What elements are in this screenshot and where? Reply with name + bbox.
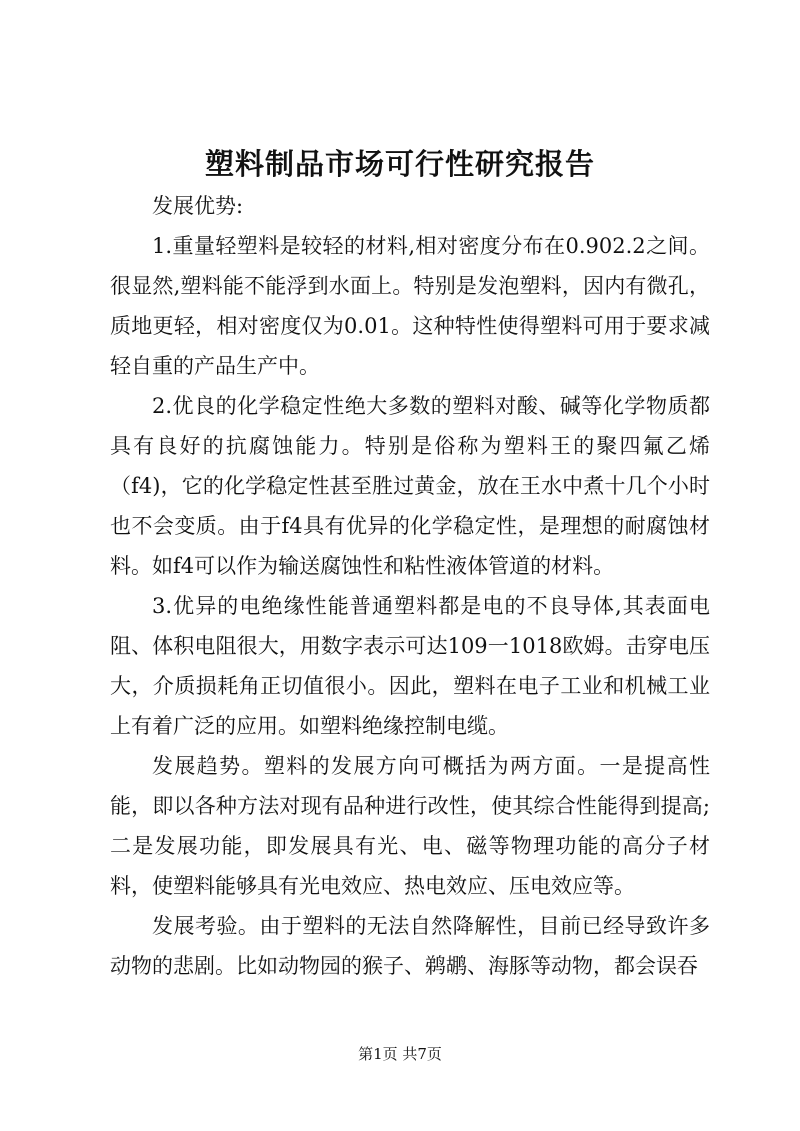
document-body [110,186,710,986]
paragraph-development-challenge: 发展考验。由于塑料的无法自然降解性，目前已经导致许多动物的悲剧。比如动物园的猴子、鹈鹕、海豚等动物，都会误吞 [110,914,710,978]
paragraph-advantages-heading: 发展优势: [152,194,244,218]
paragraph-chemical-stability: 2.优良的化学稳定性绝大多数的塑料对酸、碱等化学物质都具有良好的抗腐蚀能力。特别是俗称为塑料王的聚四氟乙烯（f4)，它的化学稳定性甚至胜过黄金，放在王水中煮十几个小时也不会变质。由于f4具有优异的化学稳定性，是理想的耐腐蚀材料。如f4可以作为输送腐蚀性和粘性液体管道的材料。 [110,394,710,578]
paragraph-development-trend: 发展趋势。塑料的发展方向可概括为两方面。一是提高性能，即以各种方法对现有品种进行改性，使其综合性能得到提高;二是发展功能，即发展具有光、电、磁等物理功能的高分子材料，使塑料能够具有光电效应、热电效应、压电效应等。 [110,754,710,898]
paragraph-electrical-insulation: 3.优异的电绝缘性能普通塑料都是电的不良导体,其表面电阻、体积电阻很大，用数字表示可达109一1018欧姆。击穿电压大，介质损耗角正切值很小。因此，塑料在电子工业和机械工业上有着广泛的应用。如塑料绝缘控制电缆。 [110,594,710,738]
paragraph-light-weight: 1.重量轻塑料是较轻的材料,相对密度分布在0.902.2之间。很显然,塑料能不能浮到水面上。特别是发泡塑料，因内有微孔，质地更轻，相对密度仅为0.01。这种特性使得塑料可用于要求减轻自重的产品生产中。 [110,234,710,378]
document-title: 塑料制品市场可行性研究报告 [204,147,595,181]
page-number-footer: 第1页 共7页 [358,1045,442,1063]
